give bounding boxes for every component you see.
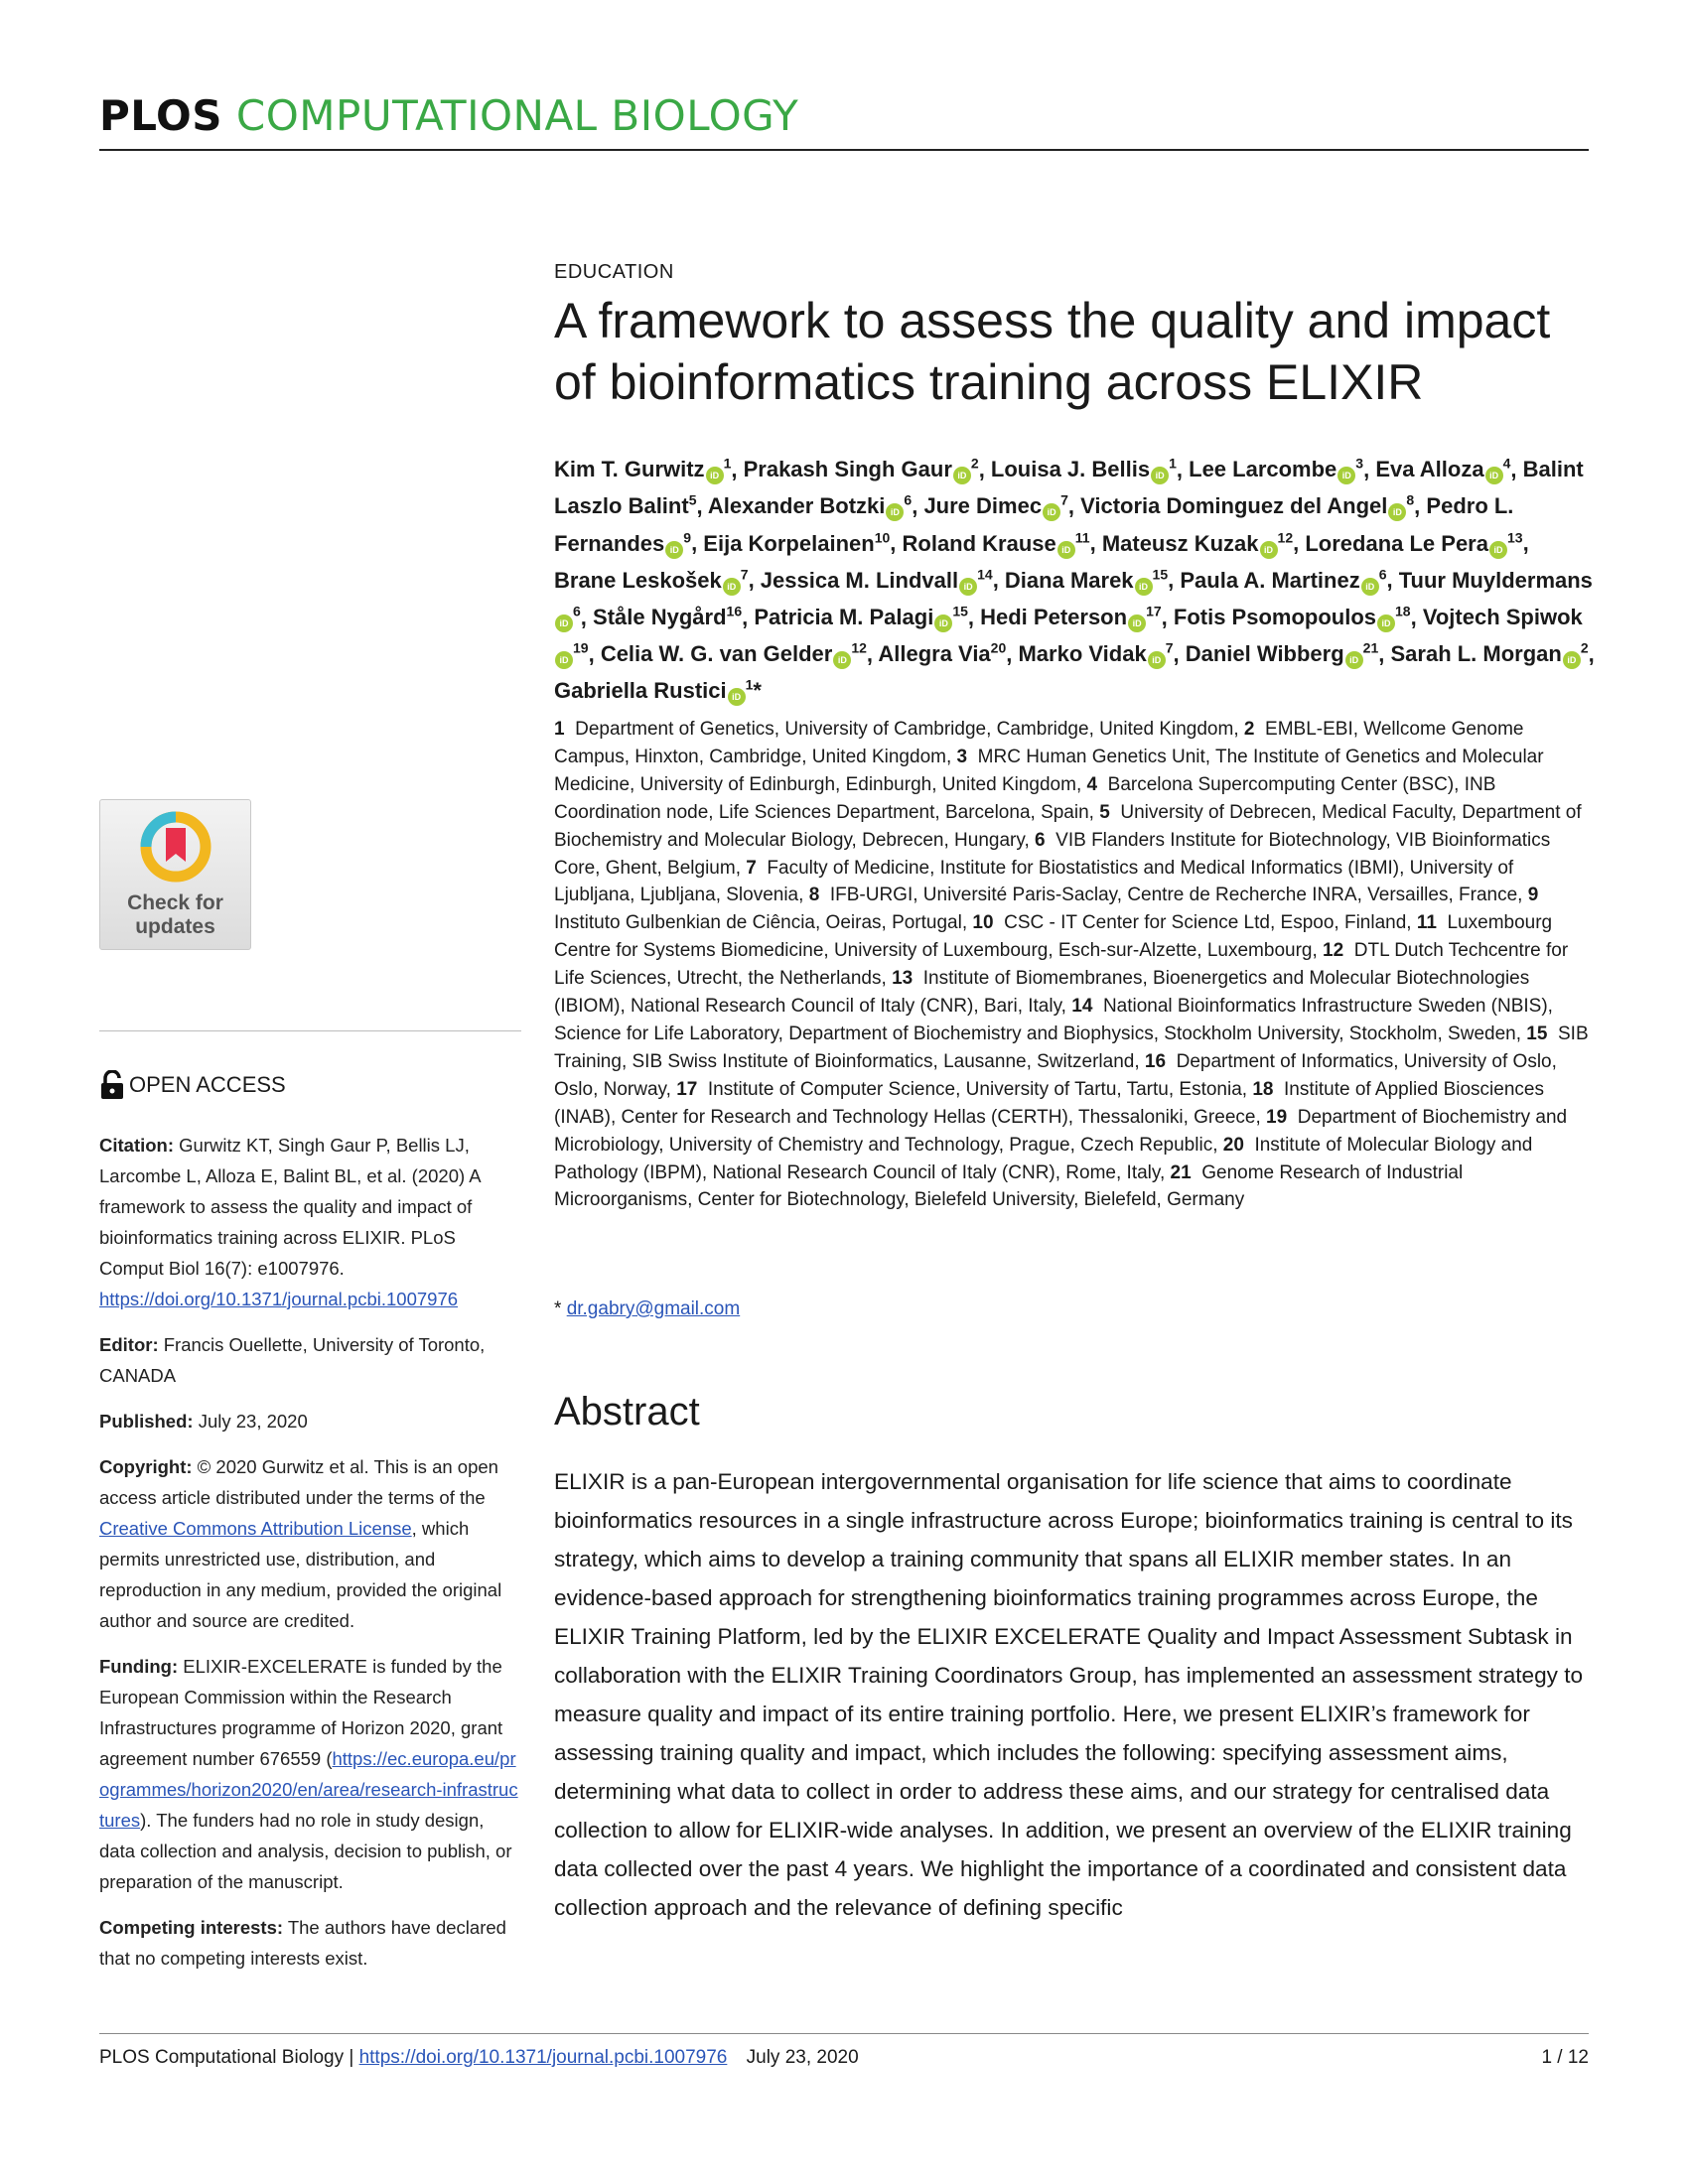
funding-text: ELIXIR-EXCELERATE is funded by the European Commission within the Research Infrastructures programme of Horizon 2020, grant agreement number 676559 ( — [99, 1656, 503, 1769]
author-affiliation-number: 2 — [1580, 639, 1589, 656]
orcid-icon[interactable]: iD — [1485, 467, 1503, 484]
author — [1390, 641, 1588, 666]
affiliation — [972, 912, 1411, 933]
author-name: Brane Leskošek — [554, 567, 722, 593]
author — [1102, 531, 1293, 556]
author — [1080, 493, 1414, 518]
author-affiliation-number: 7 — [1165, 639, 1174, 656]
citation-block — [99, 1130, 521, 1314]
corresponding-author-marker: * — [753, 678, 762, 704]
author-affiliation-number: 21 — [1362, 639, 1379, 656]
sidebar-divider — [99, 1030, 521, 1031]
orcid-icon[interactable]: iD — [1151, 467, 1169, 484]
author-name: Fotis Psomopoulos — [1173, 604, 1376, 629]
competing-interests-text: The authors have declared that no competing interests exist. — [99, 1917, 506, 1969]
author-name: Daniel Wibberg — [1185, 640, 1344, 666]
author-affiliation-number: 1 — [723, 456, 732, 472]
affiliation-number: 2 — [1243, 719, 1255, 740]
affiliation-number: 17 — [676, 1078, 698, 1100]
author — [1180, 568, 1386, 593]
affiliation-text: Department of Biochemistry and Microbiology, University of Chemistry and Technology, Prague, Czech Republic, — [554, 1106, 1568, 1156]
abstract-heading: Abstract — [554, 1390, 700, 1433]
author-name: Prakash Singh Gaur — [743, 457, 952, 482]
author — [1186, 641, 1379, 666]
editor-text: Francis Ouellette, University of Toronto, CANADA — [99, 1334, 486, 1386]
author-affiliation-number: 5 — [688, 492, 697, 509]
affiliation-text: Genome Research of Industrial Microorganisms, Center for Biotechnology, Bielefeld University, Bielefeld, Germany — [554, 1161, 1464, 1211]
footer-journal: PLOS Computational Biology | — [99, 2047, 354, 2068]
author-affiliation-number: 12 — [851, 639, 867, 656]
author-affiliation-number: 11 — [1074, 529, 1090, 546]
author — [1375, 457, 1510, 481]
funding-text-end: ). The funders had no role in study design, data collection and analysis, decision to publish, or preparation of the manuscript. — [99, 1810, 512, 1892]
affiliation-text: Institute of Computer Science, University of Tartu, Tartu, Estonia, — [697, 1078, 1248, 1100]
author — [761, 568, 993, 593]
author-list: Kim T. Gurwitz $iD^1$, Prakash Singh Gaur $iD^2$, Louisa J. Bellis $iD^1$, Lee Larcombe $iD^3$, Eva Alloza $iD^4$, Balint Laszlo Balint$^5$, Alexander Botzki $iD^6$, Jure Dimec $iD^7$, Victoria Dominguez del Angel $iD^8$, Pedro L. Fernandes $iD^9$, Eija Korpelainen$^{10}$, Roland Krause $iD^{11}$, Mateusz Kuzak $iD^{12}$, Loredana Le Pera $iD^{13}$, Brane Leskošek $iD^7$, Jessica M. Lindvall $iD^{14}$, Diana Marek $iD^{15}$, Paula A. Martinez $iD^6$, Tuur MuyldermansiD$^6$, Ståle Nygård$^{16}$, Patricia M. Palagi $iD^{15}$, Hedi Peterson $iD^{17}$, Fotis Psomopoulos $iD^{18}$, Vojtech SpiwokiD$^{19}$, Celia W. G. van Gelder $iD^{12}$, Allegra Via$^{20}$, Marko Vidak $iD^7$, Daniel Wibberg $iD^{21}$, Sarah L. Morgan $iD^2$, Gabriella Rustici $iD^1*$ — [554, 449, 1597, 707]
author-affiliation-number: 15 — [952, 603, 968, 619]
author-affiliation-number: 9 — [683, 529, 692, 546]
affiliation-text: Institute of Molecular Biology and Pathology (IBPM), National Research Council of Italy (CNR), Rome, Italy, — [554, 1134, 1533, 1183]
affiliation-number: 13 — [892, 968, 914, 990]
affiliation-number: 20 — [1222, 1134, 1244, 1156]
author-name: Pedro L. Fernandes — [554, 493, 1514, 556]
affiliation-number: 10 — [972, 912, 994, 934]
affiliation-text: VIB Flanders Institute for Biotechnology, VIB Bioinformatics Core, Ghent, Belgium, — [554, 829, 1551, 879]
author — [554, 568, 749, 593]
affiliation-text: Department of Genetics, University of Cambridge, Cambridge, United Kingdom, — [564, 719, 1239, 740]
corresponding-marker: * — [554, 1298, 562, 1319]
author-affiliation-number: 15 — [1152, 566, 1169, 583]
open-lock-icon — [99, 1070, 125, 1100]
published-date: July 23, 2020 — [198, 1411, 308, 1432]
author-affiliation-number: 19 — [573, 639, 589, 656]
affiliation — [554, 719, 1239, 740]
affiliation-text: DTL Dutch Techcentre for Life Sciences, Utrecht, the Netherlands, — [554, 940, 1569, 990]
citation-label: Citation: — [99, 1135, 175, 1156]
author — [601, 641, 867, 666]
author-affiliation-number: 3 — [1355, 456, 1364, 472]
affiliation-number: 12 — [1323, 940, 1344, 962]
author-name: Mateusz Kuzak — [1101, 530, 1259, 556]
affiliation-text: IFB-URGI, Université Paris-Saclay, Centre de Recherche INRA, Versailles, France, — [819, 885, 1523, 906]
copyright-text: © 2020 Gurwitz et al. This is an open access article distributed under the terms of the — [99, 1456, 498, 1508]
author-name: Eija Korpelainen — [703, 530, 875, 556]
orcid-icon[interactable]: iD — [953, 467, 971, 484]
orcid-icon[interactable]: iD — [1128, 614, 1146, 632]
author — [1174, 605, 1411, 629]
article-title: A framework to assess the quality and impact of bioinformatics training across ELIXIR — [554, 293, 1551, 410]
author-name: Lee Larcombe — [1189, 457, 1337, 482]
page-footer — [99, 2047, 1589, 2069]
funding-label: Funding: — [99, 1656, 179, 1677]
header-divider — [99, 149, 1589, 151]
orcid-icon[interactable]: iD — [665, 541, 683, 559]
affiliation-number: 14 — [1071, 996, 1093, 1018]
affiliation-text: Institute of Biomembranes, Bioenergetics and Molecular Biotechnologies (IBIOM), National Research Council of Italy (CNR), Bari, Italy, — [554, 968, 1530, 1018]
author-affiliation-number: 6 — [573, 603, 581, 619]
author — [754, 605, 968, 629]
orcid-icon[interactable]: iD — [833, 651, 851, 669]
orcid-icon[interactable]: iD — [555, 614, 573, 632]
author-name: Celia W. G. van Gelder — [600, 640, 833, 666]
author — [744, 457, 979, 481]
check-for-updates-line2: updates — [135, 915, 215, 938]
affiliation-text: Instituto Gulbenkian de Ciência, Oeiras, Portugal, — [554, 885, 1544, 934]
competing-interests-block — [99, 1912, 521, 1974]
affiliation-text: Department of Informatics, University of Oslo, Oslo, Norway, — [554, 1050, 1557, 1100]
affiliation-text: MRC Human Genetics Unit, The Institute of Genetics and Molecular Medicine, University of Edinburgh, Edinburgh, United Kingdom, — [554, 746, 1544, 795]
author — [703, 531, 890, 556]
orcid-icon[interactable]: iD — [1489, 541, 1507, 559]
orcid-icon[interactable]: iD — [1563, 651, 1581, 669]
author-affiliation-number: 8 — [1406, 492, 1415, 509]
author — [1305, 531, 1522, 556]
corresponding-email — [554, 1298, 740, 1320]
author-affiliation-number: 7 — [1060, 492, 1068, 509]
orcid-icon[interactable]: iD — [1148, 651, 1166, 669]
affiliation-text: University of Debrecen, Medical Faculty, Department of Biochemistry and Molecular Biology, Debrecen, Hungary, — [554, 801, 1582, 851]
affiliation-number: 18 — [1252, 1078, 1274, 1100]
orcid-icon[interactable]: iD — [1043, 503, 1060, 521]
journal-masthead — [99, 91, 798, 140]
author-name: Gabriella Rustici — [554, 678, 727, 704]
orcid-icon[interactable]: iD — [1337, 467, 1355, 484]
author-affiliation-number: 7 — [740, 566, 749, 583]
affiliation-number: 3 — [956, 746, 968, 767]
affiliation-text: CSC - IT Center for Science Ltd, Espoo, Finland, — [993, 912, 1412, 934]
affiliation — [676, 1079, 1247, 1100]
open-access-text: OPEN ACCESS — [129, 1072, 286, 1097]
journal-name-plos: PLOS — [99, 91, 223, 140]
abstract-text: ELIXIR is a pan-European intergovernmental organisation for life science that aims to coordinate bioinformatics resources in a single infrastructure across Europe; bioinformatics training is central to its strategy, which aims to develop a training community that spans all ELIXIR member states. In an evidence-based approach for strengthening bioinformatics training programmes across Europe, the ELIXIR Training Platform, led by the ELIXIR EXCELERATE Quality and Impact Assessment Subtask in collaboration with the ELIXIR Training Coordinators Group, has implemented an assessment strategy to measure quality and impact of its entire training portfolio. Here, we present ELIXIR’s framework for assessing training quality and impact, which includes the following: specifying assessment aims, determining what data to collect in order to address these aims, and our strategy for centralised data collection to allow for ELIXIR-wide analyses. In addition, we present an overview of the ELIXIR training data collected over the past 4 years. We highlight the importance of a coordinated and consistent data collection approach and the relevance of defining specific — [554, 1469, 1584, 1920]
author — [708, 493, 912, 518]
author-name: Eva Alloza — [1375, 457, 1484, 482]
orcid-icon[interactable]: iD — [1377, 614, 1395, 632]
orcid-icon[interactable]: iD — [934, 614, 952, 632]
affiliation-number: 11 — [1416, 912, 1437, 934]
affiliation-number: 19 — [1266, 1106, 1288, 1128]
orcid-icon[interactable]: iD — [555, 651, 573, 669]
author — [1018, 641, 1173, 666]
author-affiliation-number: 1 — [745, 676, 754, 693]
author — [1189, 457, 1363, 481]
orcid-icon[interactable]: iD — [706, 467, 724, 484]
author-name: Louisa J. Bellis — [990, 457, 1151, 482]
competing-interests-label: Competing interests: — [99, 1917, 284, 1938]
footer-doi-link[interactable]: https://doi.org/10.1371/journal.pcbi.1007976 — [358, 2047, 728, 2068]
page-number: 1 / 12 — [1541, 2047, 1589, 2068]
footer-date: July 23, 2020 — [746, 2047, 859, 2068]
orcid-icon[interactable]: iD — [1345, 651, 1363, 669]
author-affiliation-number: 6 — [1378, 566, 1387, 583]
open-access-label — [99, 1070, 286, 1100]
affiliation-text: Barcelona Supercomputing Center (BSC), INB Coordination node, Life Sciences Department, Barcelona, Spain, — [554, 773, 1496, 823]
orcid-icon[interactable]: iD — [959, 578, 977, 596]
copyright-text-end: , which permits unrestricted use, distribution, and reproduction in any medium, provided the original author and source are credited. — [99, 1518, 502, 1631]
author-affiliation-number: 18 — [1395, 603, 1411, 619]
footer-divider — [99, 2033, 1589, 2034]
affiliation-text: SIB Training, SIB Swiss Institute of Bioinformatics, Lausanne, Switzerland, — [554, 1023, 1589, 1072]
author-affiliation-number: 13 — [1506, 529, 1523, 546]
affiliation-text: Institute of Applied Biosciences (INAB), Center for Research and Technology Hellas (CERTH), Thessaloniki, Greece, — [554, 1078, 1544, 1128]
affiliation-number: 9 — [1527, 885, 1539, 906]
published-block — [99, 1406, 521, 1436]
orcid-icon[interactable]: iD — [886, 503, 904, 521]
affiliation-number: 6 — [1035, 829, 1046, 851]
author-name: Roland Krause — [902, 530, 1056, 556]
editor-block — [99, 1329, 521, 1391]
published-label: Published: — [99, 1411, 194, 1432]
affiliation-text: Faculty of Medicine, Institute for Biostatistics and Medical Informatics (IBMI), University of Ljubljana, Ljubljana, Slovenia, — [554, 857, 1514, 906]
orcid-icon[interactable]: iD — [723, 578, 741, 596]
author — [923, 493, 1067, 518]
author — [554, 457, 731, 481]
affiliation-number: 16 — [1144, 1050, 1167, 1072]
affiliation-number: 4 — [1086, 773, 1098, 795]
orcid-icon[interactable]: iD — [1260, 541, 1278, 559]
author-name: Marko Vidak — [1018, 640, 1147, 666]
article-metadata — [99, 1130, 521, 1988]
author-affiliation-number: 20 — [990, 639, 1007, 656]
orcid-icon[interactable]: iD — [1388, 503, 1406, 521]
author-affiliation-number: 1 — [1169, 456, 1177, 472]
check-for-updates-line1: Check for — [127, 891, 223, 914]
author-affiliation-number: 6 — [904, 492, 913, 509]
affiliation-number: 21 — [1170, 1161, 1192, 1183]
author — [554, 678, 762, 703]
affiliation-number: 5 — [1099, 801, 1110, 823]
author — [903, 531, 1090, 556]
author-name: Jessica M. Lindvall — [760, 567, 959, 593]
check-for-updates-badge[interactable] — [99, 799, 251, 950]
author-affiliation-number: 16 — [726, 603, 743, 619]
author-name: Loredana Le Pera — [1305, 530, 1488, 556]
author-name: Balint Laszlo Balint — [554, 457, 1584, 519]
author-name: Vojtech Spiwok — [1422, 604, 1583, 629]
crossmark-icon — [137, 808, 214, 886]
article-section: EDUCATION — [554, 261, 674, 283]
funding-link[interactable]: https://ec.europa.eu/programmes/horizon2020/en/area/research-infrastructures — [99, 1748, 518, 1831]
copyright-block — [99, 1451, 521, 1636]
affiliation-list — [554, 716, 1599, 1214]
author-name: Diana Marek — [1004, 567, 1134, 593]
affiliation-number: 8 — [808, 885, 820, 906]
author-name: Patricia M. Palagi — [754, 604, 934, 629]
author-name: Jure Dimec — [923, 493, 1043, 519]
affiliation-text: National Bioinformatics Infrastructure Sweden (NBIS), Science for Life Laboratory, Department of Biochemistry and Biophysics, Stockholm University, Stockholm, Sweden, — [554, 996, 1553, 1044]
author-affiliation-number: 17 — [1146, 603, 1162, 619]
orcid-icon[interactable]: iD — [728, 688, 746, 706]
author — [991, 457, 1177, 481]
author — [1005, 568, 1168, 593]
orcid-icon[interactable]: iD — [1057, 541, 1075, 559]
author-affiliation-number: 4 — [1502, 456, 1511, 472]
author-name: Alexander Botzki — [707, 493, 886, 519]
author-name: Paula A. Martinez — [1180, 567, 1360, 593]
author-name: Kim T. Gurwitz — [554, 457, 705, 482]
funding-block — [99, 1651, 521, 1897]
author-name: Hedi Peterson — [980, 604, 1128, 629]
author-affiliation-number: 10 — [874, 529, 891, 546]
author — [593, 605, 742, 629]
author — [878, 641, 1006, 666]
affiliation-text: EMBL-EBI, Wellcome Genome Campus, Hinxton, Cambridge, United Kingdom, — [554, 719, 1524, 767]
author-affiliation-number: 2 — [970, 456, 979, 472]
orcid-icon[interactable]: iD — [1135, 578, 1153, 596]
corresponding-email-link[interactable]: dr.gabry@gmail.com — [566, 1298, 741, 1319]
journal-name-subject: COMPUTATIONAL BIOLOGY — [235, 91, 799, 140]
affiliation-number: 15 — [1526, 1023, 1548, 1044]
editor-label: Editor: — [99, 1334, 159, 1355]
author-name: Victoria Dominguez del Angel — [1080, 493, 1388, 519]
affiliation-text: Luxembourg Centre for Systems Biomedicine, University of Luxembourg, Esch-sur-Alzette, Luxembourg, — [554, 912, 1553, 962]
author-name: Tuur Muyldermans — [1398, 567, 1593, 593]
affiliation-number: 7 — [746, 857, 757, 879]
author-name: Ståle Nygård — [593, 604, 727, 629]
citation-doi-link[interactable]: https://doi.org/10.1371/journal.pcbi.1007976 — [99, 1289, 459, 1309]
copyright-label: Copyright: — [99, 1456, 193, 1477]
author — [980, 605, 1162, 629]
orcid-icon[interactable]: iD — [1361, 578, 1379, 596]
author-name: Allegra Via — [878, 640, 991, 666]
citation-text: Gurwitz KT, Singh Gaur P, Bellis LJ, Larcombe L, Alloza E, Balint BL, et al. (2020) A framework to assess the quality and impact of bioinformatics training across ELIXIR. PLoS Comput Biol 16(7): e1007976. — [99, 1135, 481, 1279]
author-affiliation-number: 12 — [1277, 529, 1294, 546]
license-link[interactable]: Creative Commons Attribution License — [99, 1518, 412, 1539]
author-name: Sarah L. Morgan — [1390, 640, 1562, 666]
affiliation — [809, 885, 1523, 905]
affiliation-number: 1 — [554, 719, 565, 740]
author-affiliation-number: 14 — [977, 566, 993, 583]
